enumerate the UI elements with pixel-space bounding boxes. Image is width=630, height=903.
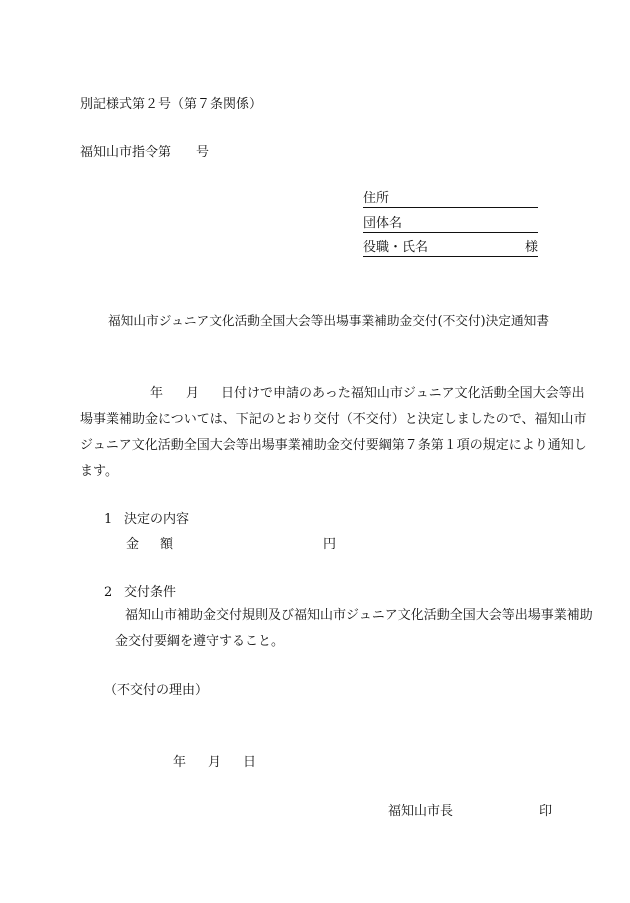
body-date-year: 年 <box>150 386 164 401</box>
section-1-number: 1 <box>104 512 113 527</box>
body-line-2: 場事業補助金については、下記のとおり交付（不交付）と決定しましたので、福知山市 <box>80 412 587 427</box>
body-paragraph <box>80 381 587 485</box>
body-line-1: 日付けで申請のあった福知山市ジュニア文化活動全国大会等出 <box>221 386 585 401</box>
conditions-line-1: 福知山市補助金交付規則及び福知山市ジュニア文化活動全国大会等出場事業補助 <box>125 608 593 623</box>
name-line <box>363 240 538 257</box>
address-line <box>363 191 538 208</box>
body-line-4: ます。 <box>80 464 118 479</box>
document-number-prefix: 福知山市指令第 <box>80 145 172 160</box>
amount-label-2: 額 <box>160 537 174 552</box>
amount-label-1: 金 <box>126 537 140 552</box>
honorific: 様 <box>524 240 538 255</box>
issue-date-year: 年 <box>173 755 187 770</box>
document-title: 福知山市ジュニア文化活動全国大会等出場事業補助金交付(不交付)決定通知書 <box>108 313 550 328</box>
form-label: 別記様式第２号（第７条関係） <box>80 97 263 112</box>
issuer-title: 福知山市長 <box>388 804 454 819</box>
body-line-3: ジュニア文化活動全国大会等出場事業補助金交付要綱第７条第１項の規定により通知し <box>80 438 587 453</box>
section-2-heading: 交付条件 <box>124 585 177 600</box>
group-name-label: 団体名 <box>363 216 403 231</box>
name-label: 役職・氏名 <box>363 240 429 255</box>
document-number-suffix: 号 <box>196 145 210 160</box>
conditions-line-2: 金交付要綱を遵守すること。 <box>115 634 285 649</box>
grant-conditions <box>115 603 593 655</box>
non-grant-reason-label: （不交付の理由） <box>104 683 209 698</box>
body-date-month: 月 <box>186 386 200 401</box>
group-name-line <box>363 216 538 233</box>
section-2-number: 2 <box>104 585 113 600</box>
seal-mark: 印 <box>539 804 553 819</box>
address-label: 住所 <box>363 191 390 206</box>
section-1-heading: 決定の内容 <box>124 512 190 527</box>
issue-date-month: 月 <box>208 755 222 770</box>
issue-date-day: 日 <box>243 755 257 770</box>
amount-unit: 円 <box>323 537 337 552</box>
